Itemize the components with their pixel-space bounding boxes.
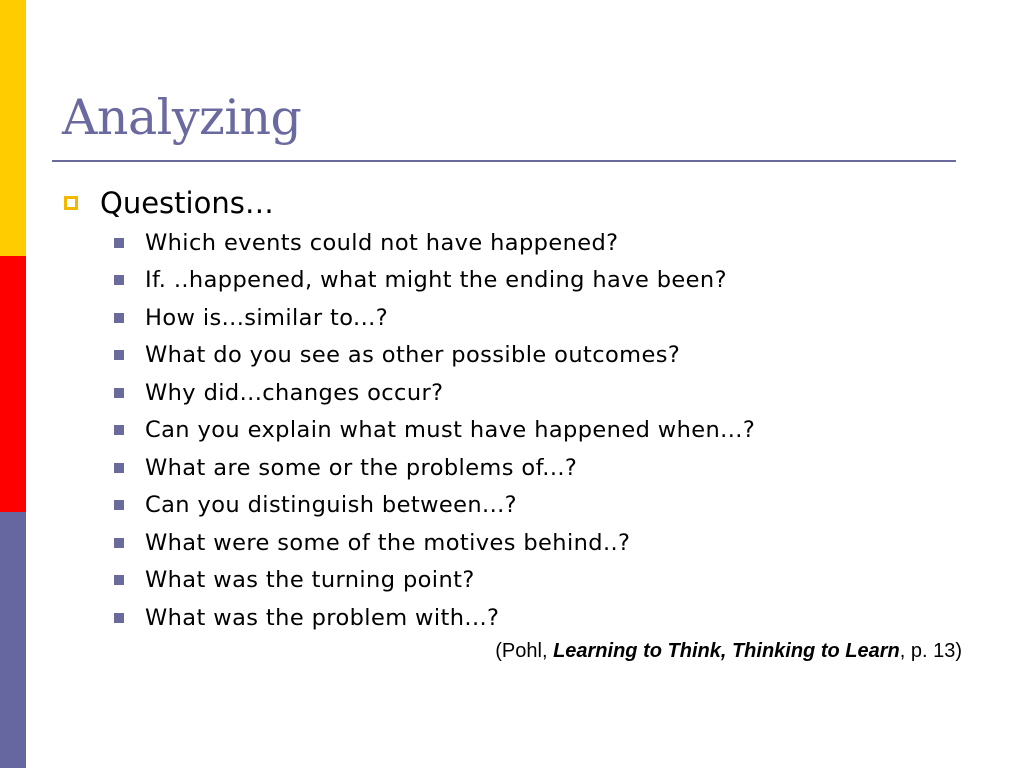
slide-title: Analyzing — [62, 89, 302, 146]
list-item — [114, 487, 755, 525]
hollow-square-bullet-icon — [64, 196, 78, 210]
left-stripe-red — [0, 256, 26, 512]
citation-suffix: , p. 13) — [899, 640, 962, 662]
bullet-label: Questions… — [100, 186, 274, 220]
list-item — [114, 224, 755, 262]
question-text: If. ..happened, what might the ending have been? — [145, 267, 727, 294]
square-bullet-icon — [114, 613, 124, 623]
question-text: What do you see as other possible outcomes? — [145, 342, 681, 369]
question-text: Can you explain what must have happened when...? — [145, 417, 756, 444]
question-text: What was the problem with...? — [145, 604, 500, 631]
list-item — [114, 599, 755, 637]
citation-book-title: Learning to Think, Thinking to Learn — [553, 640, 900, 662]
square-bullet-icon — [114, 463, 124, 473]
list-item — [114, 337, 755, 375]
question-text: Which events could not have happened? — [145, 229, 619, 256]
square-bullet-icon — [114, 575, 124, 585]
list-item — [114, 262, 755, 300]
question-text: How is...similar to...? — [145, 304, 389, 331]
square-bullet-icon — [114, 275, 124, 285]
square-bullet-icon — [114, 313, 124, 323]
title-divider — [52, 160, 956, 162]
citation-prefix: (Pohl, — [495, 640, 554, 662]
square-bullet-icon — [114, 388, 124, 398]
list-item — [114, 412, 755, 450]
question-text: What were some of the motives behind..? — [145, 529, 631, 556]
list-item — [114, 374, 755, 412]
list-item — [114, 562, 755, 600]
question-text: What are some or the problems of...? — [145, 454, 578, 481]
question-text: Why did...changes occur? — [145, 379, 444, 406]
left-stripe-blue — [0, 512, 26, 768]
citation — [495, 640, 962, 663]
list-item — [114, 449, 755, 487]
list-item — [114, 524, 755, 562]
square-bullet-icon — [114, 538, 124, 548]
question-text: What was the turning point? — [145, 567, 475, 594]
square-bullet-icon — [114, 350, 124, 360]
list-item — [114, 299, 755, 337]
square-bullet-icon — [114, 500, 124, 510]
square-bullet-icon — [114, 425, 124, 435]
bullet-questions — [64, 181, 274, 225]
question-list — [114, 224, 755, 637]
question-text: Can you distinguish between...? — [145, 492, 518, 519]
square-bullet-icon — [114, 238, 124, 248]
left-stripe-yellow — [0, 0, 26, 256]
